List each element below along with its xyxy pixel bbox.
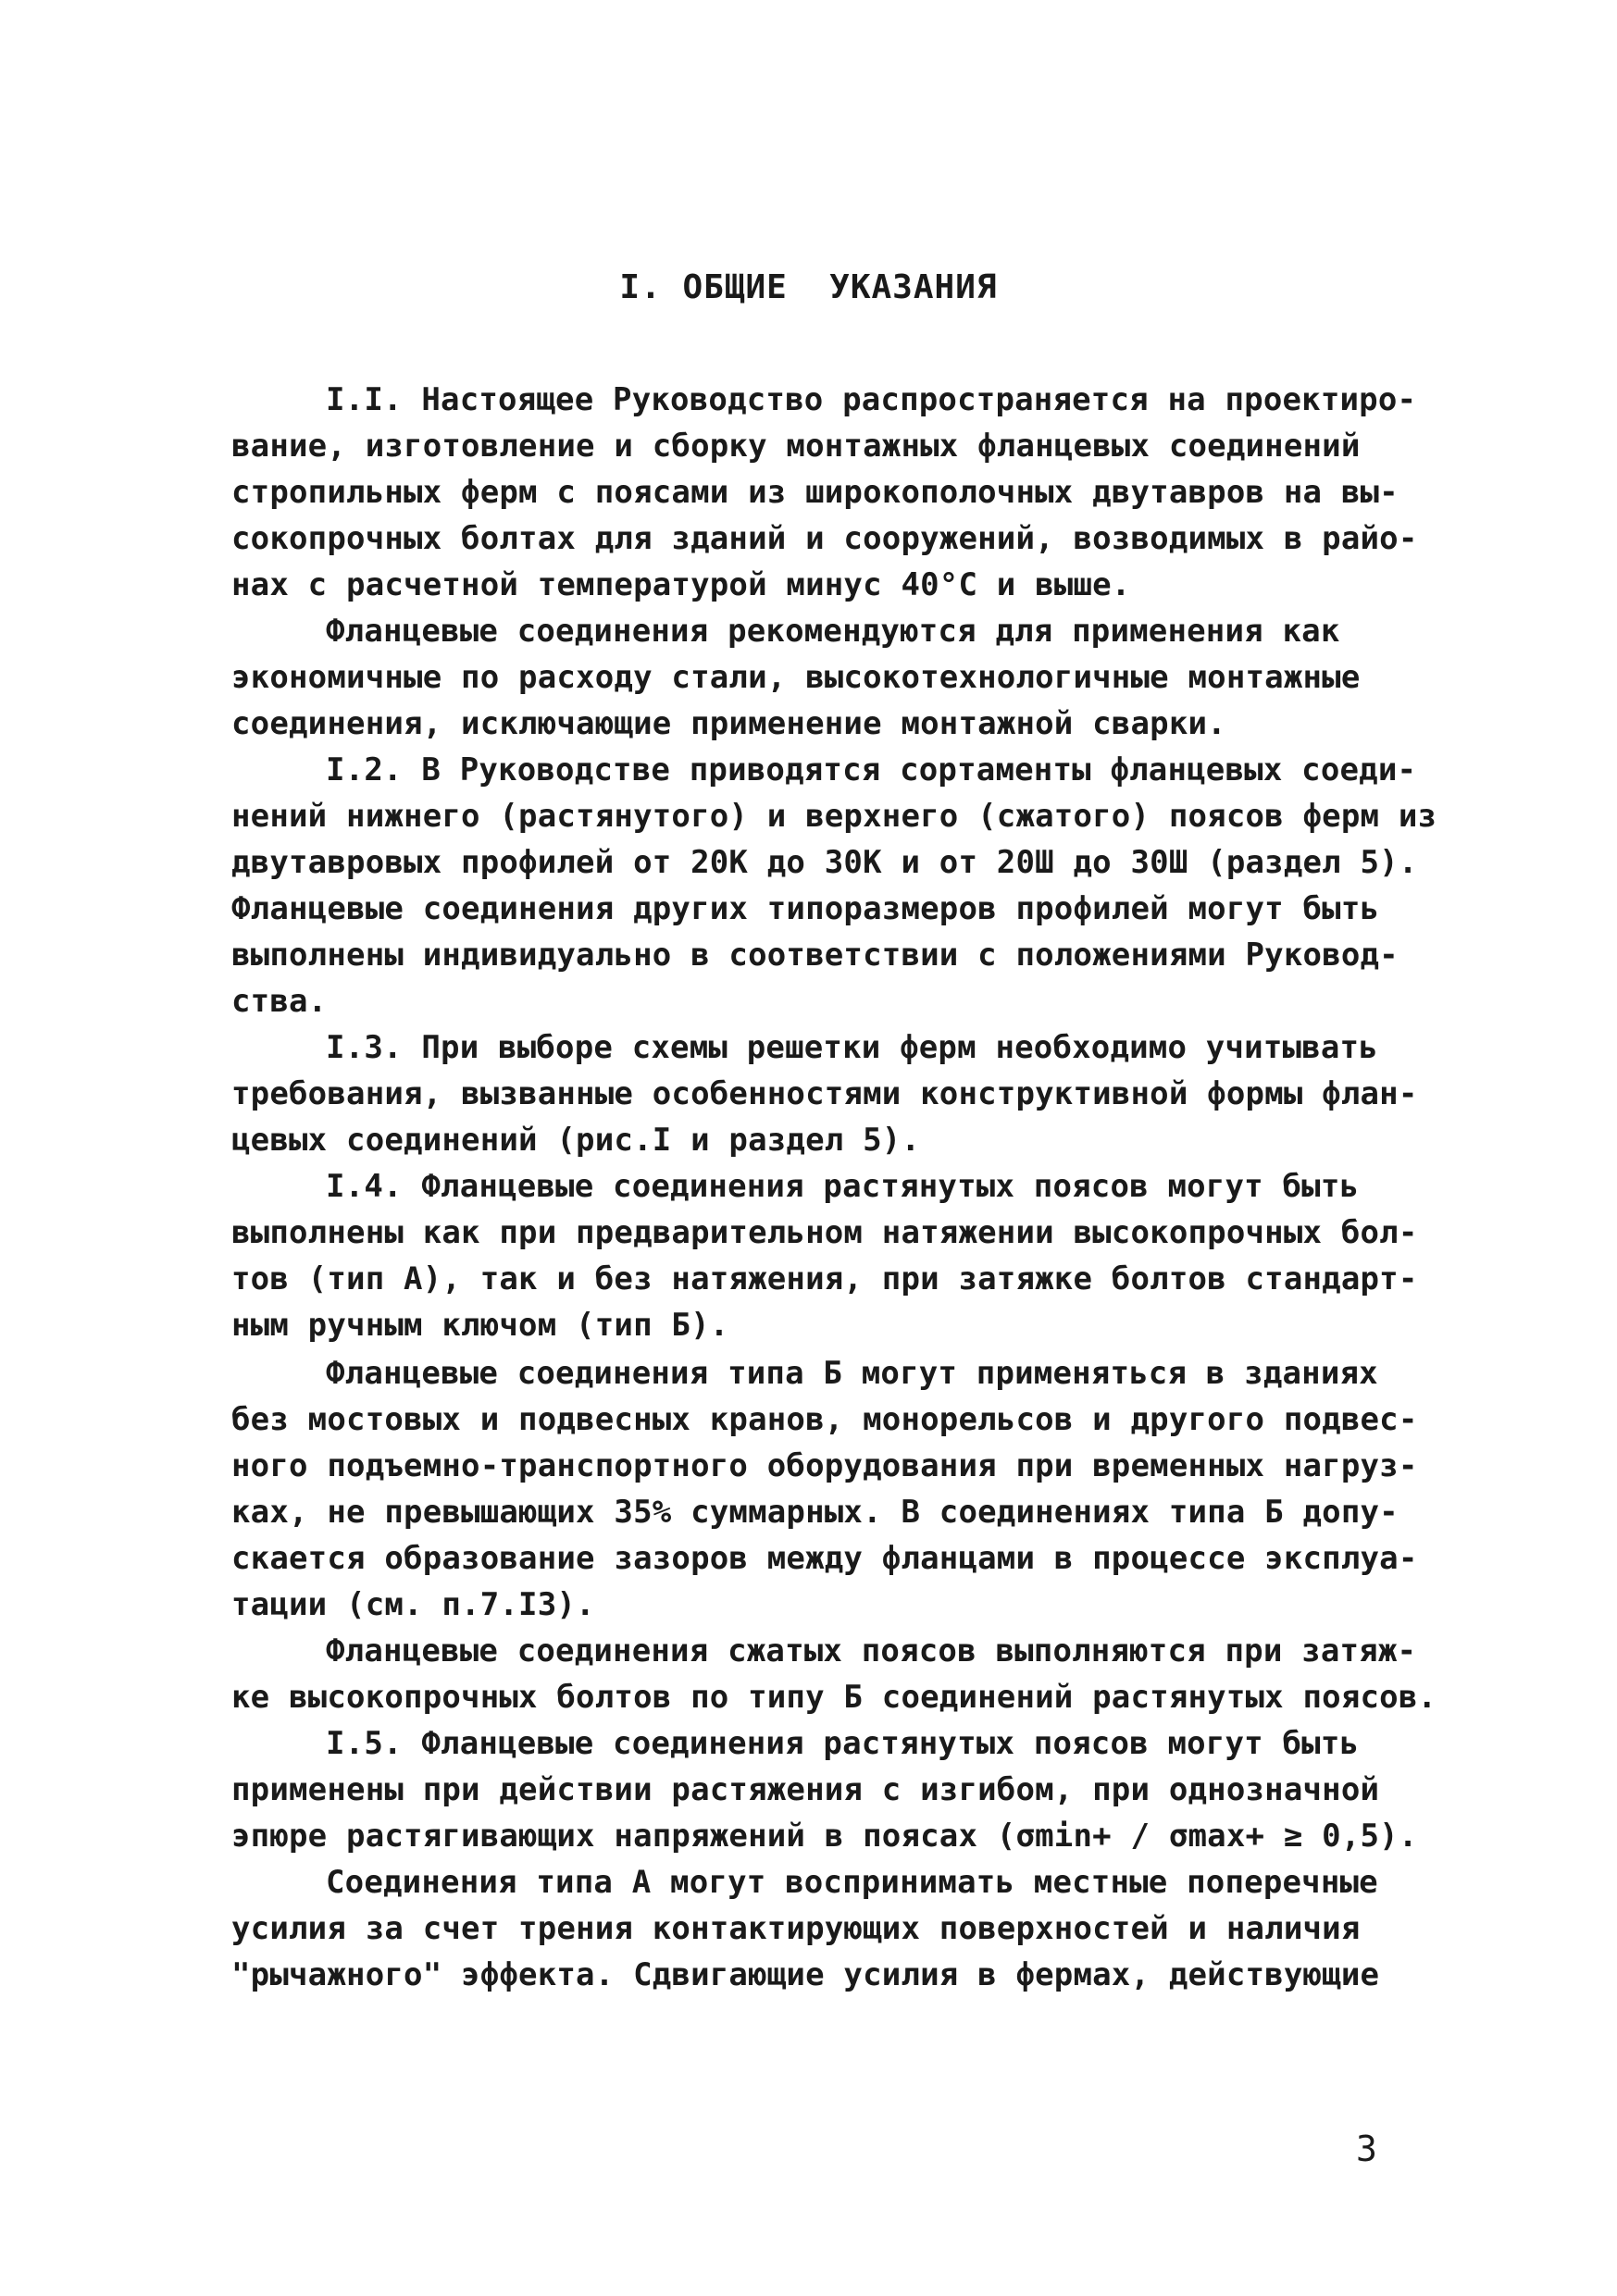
text-line: экономичные по расходу стали, высокотехнологичные монтажные bbox=[231, 659, 1361, 696]
text-line: ным ручным ключом (тип Б). bbox=[231, 1307, 729, 1344]
text-line: нений нижнего (растянутого) и верхнего (сжатого) поясов ферм из bbox=[231, 798, 1437, 835]
page-number: 3 bbox=[1356, 2128, 1377, 2169]
text-line: Фланцевые соединения типа Б могут применяться в зданиях bbox=[326, 1355, 1378, 1392]
text-line: I.3. При выборе схемы решетки ферм необходимо учитывать bbox=[326, 1029, 1378, 1066]
text-line: тов (тип А), так и без натяжения, при затяжке болтов стандарт- bbox=[231, 1260, 1418, 1297]
text-line: ного подъемно-транспортного оборудования при временных нагруз- bbox=[231, 1447, 1418, 1484]
text-line: Фланцевые соединения сжатых поясов выполняются при затяж- bbox=[326, 1632, 1417, 1669]
text-line: I.5. Фланцевые соединения растянутых поясов могут быть bbox=[326, 1725, 1360, 1762]
text-line: сокопрочных болтах для зданий и сооружений, возводимых в райо- bbox=[231, 520, 1418, 557]
text-line: эпюре растягивающих напряжений в поясах (σmin+ / σmax+ ≥ 0,5). bbox=[231, 1818, 1418, 1855]
text-line: выполнены индивидуально в соответствии с положениями Руковод- bbox=[231, 937, 1399, 974]
text-line: цевых соединений (рис.I и раздел 5). bbox=[231, 1122, 921, 1159]
text-line: нах с расчетной температурой минус 40°С и выше. bbox=[231, 566, 1131, 603]
text-line: Фланцевые соединения рекомендуются для применения как bbox=[326, 613, 1340, 650]
text-line: ства. bbox=[231, 983, 328, 1020]
text-line: Соединения типа А могут воспринимать местные поперечные bbox=[326, 1864, 1378, 1901]
text-line: требования, вызванные особенностями конструктивной формы флан- bbox=[231, 1075, 1418, 1112]
text-line: без мостовых и подвесных кранов, монорельсов и другого подвес- bbox=[231, 1401, 1418, 1438]
text-line: I.4. Фланцевые соединения растянутых поясов могут быть bbox=[326, 1168, 1360, 1205]
text-line: стропильных ферм с поясами из широкополочных двутавров на вы- bbox=[231, 474, 1399, 511]
text-line: Фланцевые соединения других типоразмеров профилей могут быть bbox=[231, 890, 1380, 927]
text-line: I.2. В Руководстве приводятся сортаменты фланцевых соеди- bbox=[326, 751, 1417, 788]
text-line: "рычажного" эффекта. Сдвигающие усилия в фермах, действующие bbox=[231, 1956, 1380, 1993]
text-line: ках, не превышающих 35% суммарных. В соединениях типа Б допу- bbox=[231, 1494, 1399, 1531]
text-line: соединения, исключающие применение монтажной сварки. bbox=[231, 705, 1226, 742]
text-line: ке высокопрочных болтов по типу Б соединений растянутых поясов. bbox=[231, 1679, 1437, 1716]
text-line: вание, изготовление и сборку монтажных фланцевых соединений bbox=[231, 428, 1361, 465]
text-line: двутавровых профилей от 20К до 30К и от 20Ш до 30Ш (раздел 5). bbox=[231, 844, 1418, 881]
text-line: применены при действии растяжения с изгибом, при однозначной bbox=[231, 1771, 1380, 1808]
text-line: тации (см. п.7.I3). bbox=[231, 1586, 595, 1623]
text-line: I.I. Настоящее Руководство распространяется на проектиро- bbox=[326, 381, 1417, 418]
text-line: усилия за счет трения контактирующих поверхностей и наличия bbox=[231, 1910, 1361, 1947]
section-heading: I. ОБЩИЕ УКАЗАНИЯ bbox=[619, 268, 998, 306]
text-line: скается образование зазоров между фланцами в процессе эксплуа- bbox=[231, 1540, 1418, 1577]
text-line: выполнены как при предварительном натяжении высокопрочных бол- bbox=[231, 1214, 1418, 1251]
